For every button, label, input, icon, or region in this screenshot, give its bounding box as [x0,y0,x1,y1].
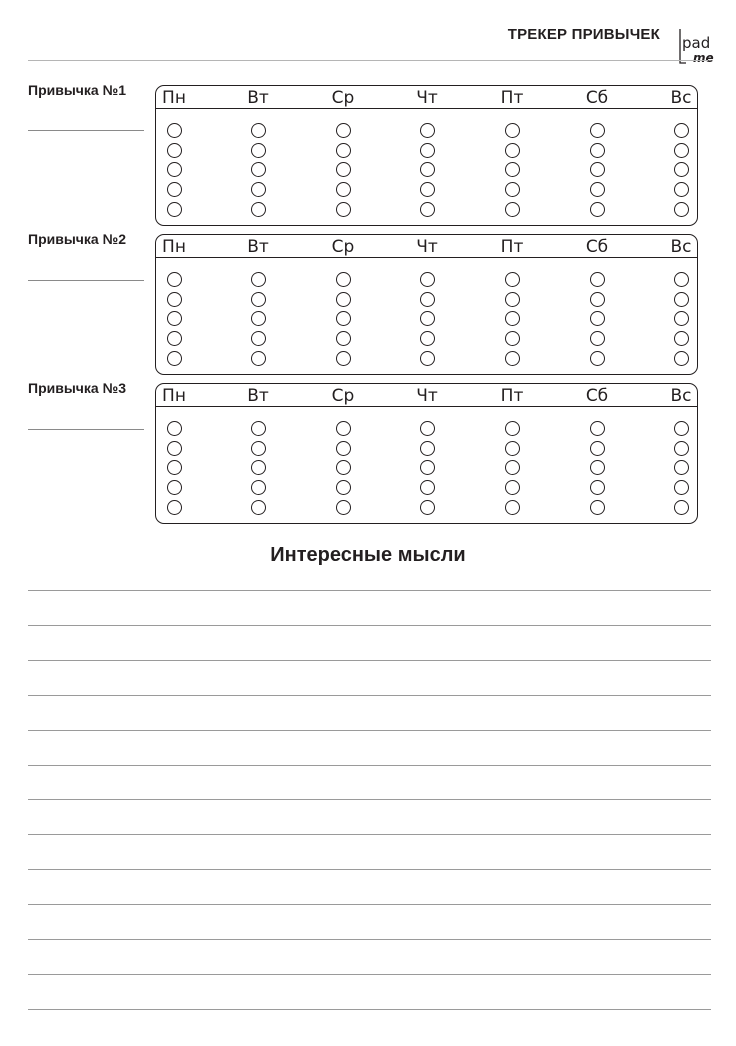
habit-label: Привычка №2 [28,231,126,247]
weekday-label: Вс [670,237,692,257]
note-line[interactable] [28,1009,711,1010]
check-circle[interactable] [251,331,266,346]
check-circle[interactable] [674,311,689,326]
check-circle[interactable] [505,331,520,346]
check-circle[interactable] [674,441,689,456]
check-circle[interactable] [336,480,351,495]
habit-label: Привычка №1 [28,82,126,98]
thoughts-title: Интересные мысли [270,544,466,566]
check-circle[interactable] [505,460,520,475]
check-circle[interactable] [167,143,182,158]
weekday-label: Вс [670,88,692,108]
weekday-label: Вс [670,386,692,406]
check-circle[interactable] [167,460,182,475]
check-circle[interactable] [251,143,266,158]
check-circle[interactable] [674,351,689,366]
check-circle[interactable] [674,480,689,495]
check-circle[interactable] [420,311,435,326]
weekday-label: Пн [162,237,186,257]
check-circle[interactable] [674,123,689,138]
check-circle[interactable] [590,460,605,475]
svg-text:me: me [693,51,714,65]
check-circle[interactable] [590,480,605,495]
check-circle[interactable] [420,182,435,197]
weekday-label: Вт [247,237,269,257]
check-circle[interactable] [674,331,689,346]
check-circle[interactable] [590,441,605,456]
check-circle[interactable] [167,311,182,326]
header-divider [28,60,708,61]
check-circle[interactable] [505,182,520,197]
check-circle[interactable] [251,441,266,456]
check-circle[interactable] [336,202,351,217]
check-circle[interactable] [590,311,605,326]
tracker-divider [156,406,697,407]
note-line[interactable] [28,834,711,835]
weekday-header [156,386,697,406]
weekday-label: Пт [500,386,524,406]
weekday-label: Пн [162,386,186,406]
check-circle[interactable] [505,351,520,366]
check-circle[interactable] [674,272,689,287]
check-circle[interactable] [420,421,435,436]
check-circle[interactable] [167,162,182,177]
habit-label: Привычка №3 [28,380,126,396]
tracker-divider [156,108,697,109]
check-circle[interactable] [336,143,351,158]
check-circle[interactable] [251,182,266,197]
tracker-divider [156,257,697,258]
habit-tracker-box [155,234,698,375]
check-circle[interactable] [167,272,182,287]
check-circle[interactable] [674,182,689,197]
check-circle[interactable] [336,351,351,366]
check-circle[interactable] [336,162,351,177]
note-line[interactable] [28,590,711,591]
check-circle[interactable] [420,460,435,475]
note-line[interactable] [28,660,711,661]
check-circle[interactable] [674,460,689,475]
check-circle[interactable] [336,441,351,456]
check-circle[interactable] [590,162,605,177]
check-circle[interactable] [336,311,351,326]
check-circle[interactable] [167,421,182,436]
weekday-label: Чт [416,88,438,108]
check-circle[interactable] [336,331,351,346]
check-circle[interactable] [167,480,182,495]
check-circle[interactable] [336,500,351,515]
check-circle[interactable] [251,311,266,326]
weekday-header [156,88,697,108]
note-line[interactable] [28,974,711,975]
check-circle[interactable] [420,441,435,456]
check-circle[interactable] [590,421,605,436]
check-circle[interactable] [505,500,520,515]
check-circle[interactable] [251,351,266,366]
weekday-label: Ср [331,88,355,108]
check-circle[interactable] [167,331,182,346]
check-circle[interactable] [590,143,605,158]
check-circle[interactable] [336,460,351,475]
check-circle[interactable] [420,123,435,138]
check-circle[interactable] [674,202,689,217]
check-circle[interactable] [590,123,605,138]
check-circle[interactable] [167,500,182,515]
check-circle[interactable] [167,292,182,307]
weekday-label: Чт [416,386,438,406]
check-circle[interactable] [505,480,520,495]
check-circle[interactable] [505,143,520,158]
check-circle[interactable] [251,421,266,436]
check-circle[interactable] [674,162,689,177]
note-line[interactable] [28,904,711,905]
check-circle[interactable] [505,162,520,177]
check-circle[interactable] [251,202,266,217]
weekday-label: Вт [247,386,269,406]
weekday-label: Пт [500,88,524,108]
habit-name-line[interactable] [28,280,144,281]
check-circle[interactable] [251,123,266,138]
check-circle[interactable] [251,292,266,307]
check-circle[interactable] [505,421,520,436]
check-circle[interactable] [251,272,266,287]
check-circle[interactable] [590,182,605,197]
weekday-label: Вт [247,88,269,108]
check-circle[interactable] [505,292,520,307]
weekday-label: Сб [585,237,609,257]
check-circle[interactable] [590,351,605,366]
check-circle[interactable] [590,202,605,217]
weekday-label: Ср [331,386,355,406]
habit-tracker-box [155,85,698,226]
weekday-label: Сб [585,386,609,406]
check-circle[interactable] [505,123,520,138]
weekday-label: Сб [585,88,609,108]
check-circle[interactable] [505,272,520,287]
weekday-label: Пн [162,88,186,108]
check-circle[interactable] [336,292,351,307]
check-circle[interactable] [420,272,435,287]
check-circle[interactable] [167,441,182,456]
check-circle[interactable] [505,202,520,217]
check-circle[interactable] [420,351,435,366]
habit-name-line[interactable] [28,429,144,430]
check-circle[interactable] [420,162,435,177]
check-circle[interactable] [420,143,435,158]
check-circle[interactable] [167,123,182,138]
check-circle[interactable] [674,421,689,436]
note-line[interactable] [28,695,711,696]
check-circle[interactable] [336,182,351,197]
note-line[interactable] [28,765,711,766]
check-circle[interactable] [251,162,266,177]
check-circle[interactable] [251,480,266,495]
check-circle[interactable] [674,500,689,515]
check-circle[interactable] [167,202,182,217]
note-line[interactable] [28,939,711,940]
habit-tracker-box [155,383,698,524]
check-circle[interactable] [590,272,605,287]
check-circle[interactable] [167,351,182,366]
check-circle[interactable] [590,331,605,346]
check-circle[interactable] [336,272,351,287]
note-line[interactable] [28,625,711,626]
check-circle[interactable] [420,202,435,217]
check-circle[interactable] [590,500,605,515]
weekday-header [156,237,697,257]
page-title: ТРЕКЕР ПРИВЫЧЕК [507,26,660,43]
check-circle[interactable] [420,500,435,515]
check-circle[interactable] [674,143,689,158]
weekday-label: Ср [331,237,355,257]
svg-text:pad: pad [682,34,711,52]
check-circle[interactable] [167,182,182,197]
habit-name-line[interactable] [28,130,144,131]
note-line[interactable] [28,799,711,800]
check-circle[interactable] [505,441,520,456]
check-circle[interactable] [420,480,435,495]
check-circle[interactable] [505,311,520,326]
note-line[interactable] [28,730,711,731]
note-line[interactable] [28,869,711,870]
check-circle[interactable] [420,292,435,307]
check-circle[interactable] [251,500,266,515]
check-circle[interactable] [590,292,605,307]
check-circle[interactable] [336,421,351,436]
check-circle[interactable] [336,123,351,138]
weekday-label: Пт [500,237,524,257]
check-circle[interactable] [420,331,435,346]
check-circle[interactable] [674,292,689,307]
check-circle[interactable] [251,460,266,475]
weekday-label: Чт [416,237,438,257]
